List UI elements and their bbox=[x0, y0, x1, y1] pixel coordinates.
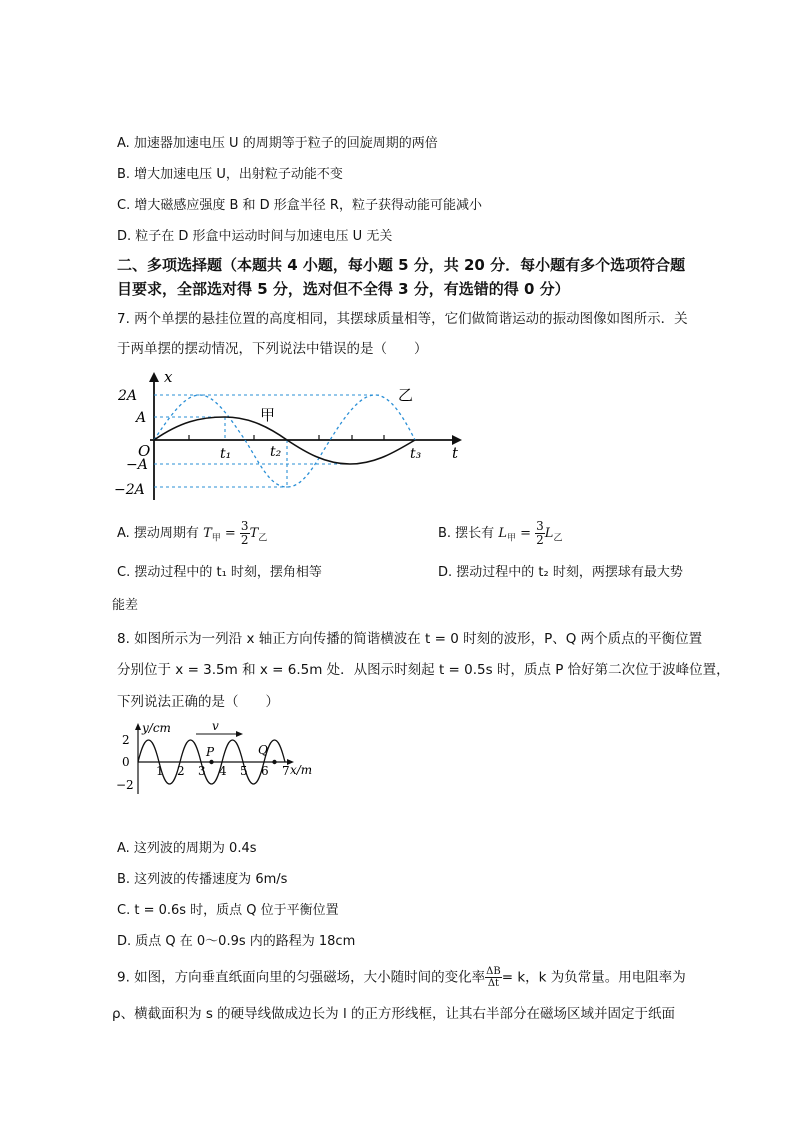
q8-xtick-7: 7 bbox=[282, 764, 290, 778]
q6-option-b: B. 增大加速电压 U，出射粒子动能不变 bbox=[117, 167, 343, 182]
q8-xtick-1: 1 bbox=[156, 764, 164, 778]
q7-x-axis-arrow bbox=[149, 372, 159, 382]
q7-tick-t1: t₁ bbox=[220, 446, 232, 462]
q8-point-p bbox=[209, 760, 213, 764]
q7-tick-t3: t₃ bbox=[410, 446, 422, 462]
section-heading-line1: 二、多项选择题（本题共 4 小题，每小题 5 分，共 20 分．每小题有多个选项符合题 bbox=[117, 256, 686, 274]
q8-xtick-4: 4 bbox=[219, 764, 227, 778]
q8-option-b: B. 这列波的传播速度为 6m/s bbox=[117, 872, 288, 887]
q7-label-jia: 甲 bbox=[260, 406, 276, 424]
q7-tick-minus-A: −A bbox=[126, 457, 148, 473]
q7-origin-label: O bbox=[138, 442, 151, 460]
q7-t-label: t bbox=[452, 444, 459, 462]
q8-stem-line3: 下列说法正确的是（ ） bbox=[117, 694, 279, 710]
q8-xtick-6: 6 bbox=[261, 764, 269, 778]
q9-stem-line1: 9. 如图，方向垂直纸面向里的匀强磁场，大小随时间的变化率 $\frac{\Delta B}{\Delta t}$ = k，k 为负常量。用电阻率为 bbox=[117, 966, 686, 989]
q7-option-d: D. 摆动过程中的 t₂ 时刻，两摆球有最大势 bbox=[438, 565, 683, 580]
q8-option-d: D. 质点 Q 在 0～0.9s 内的路程为 18cm bbox=[117, 934, 356, 949]
q8-option-a: A. 这列波的周期为 0.4s bbox=[117, 841, 257, 856]
q8-xtick-5: 5 bbox=[240, 764, 248, 778]
q7-option-c: C. 摆动过程中的 t₁ 时刻，摆角相等 bbox=[117, 565, 322, 580]
q7-tick-minus-2A: −2A bbox=[114, 482, 145, 498]
q8-stem-line1: 8. 如图所示为一列沿 x 轴正方向传播的简谐横波在 t = 0 时刻的波形，P、Q 两个质点的平衡位置 bbox=[117, 631, 703, 647]
q8-stem-line2: 分别位于 x = 3.5m 和 x = 6.5m 处．从图示时刻起 t = 0.5s 时，质点 P 恰好第二次位于波峰位置， bbox=[117, 662, 730, 678]
q7-option-a: A. 摆动周期有 $T_甲$ = $\frac{3}{2}$ $T_乙$ bbox=[117, 519, 268, 547]
q8-option-c: C. t = 0.6s 时，质点 Q 位于平衡位置 bbox=[117, 903, 339, 918]
q7-tick-A: A bbox=[136, 410, 147, 426]
q8-point-q bbox=[272, 760, 276, 764]
q8-ytick-2: 2 bbox=[122, 733, 130, 747]
q8-p-label: P bbox=[206, 745, 215, 759]
q6-option-d: D. 粒子在 D 形盒中运动时间与加速电压 U 无关 bbox=[117, 229, 393, 244]
q7-vibration-graph bbox=[110, 368, 480, 508]
q7-stem-line2: 于两单摆的摆动情况，下列说法中错误的是（ ） bbox=[117, 341, 428, 357]
q7-option-d-cont: 能差 bbox=[112, 598, 139, 613]
q7-stem-line1: 7. 两个单摆的悬挂位置的高度相同，其摆球质量相等，它们做简谐运动的振动图像如图所示．关 bbox=[117, 311, 688, 327]
q6-option-c: C. 增大磁感应强度 B 和 D 形盒半径 R，粒子获得动能可能减小 bbox=[117, 198, 482, 213]
q8-y-label: y/cm bbox=[142, 721, 171, 735]
q7-option-b: B. 摆长有 $L_甲$ = $\frac{3}{2}$ $L_乙$ bbox=[438, 519, 563, 547]
q7-y-label: x bbox=[164, 368, 173, 386]
q7-tick-2A: 2A bbox=[118, 388, 138, 404]
q8-ytick-0: 0 bbox=[122, 755, 130, 769]
q9-stem-line2: ρ、横截面积为 s 的硬导线做成边长为 l 的正方形线框，让其右半部分在磁场区域并固定于纸面 bbox=[112, 1006, 676, 1022]
section-heading-line2: 目要求，全部选对得 5 分，选对但不全得 3 分，有选错的得 0 分） bbox=[117, 280, 570, 298]
q7-label-yi: 乙 bbox=[398, 386, 414, 404]
q8-ytick-minus2: −2 bbox=[116, 778, 134, 792]
q8-xtick-2: 2 bbox=[177, 764, 185, 778]
q7-tick-t2: t₂ bbox=[270, 444, 282, 460]
q8-q-label: Q bbox=[258, 743, 268, 757]
q8-x-label: x/m bbox=[290, 763, 313, 777]
q8-wave-graph bbox=[112, 718, 322, 798]
q6-option-a: A. 加速器加速电压 U 的周期等于粒子的回旋周期的两倍 bbox=[117, 136, 438, 151]
q7-curve-yi bbox=[154, 395, 415, 487]
q8-xtick-3: 3 bbox=[198, 764, 206, 778]
q8-v-label: v bbox=[212, 719, 219, 733]
